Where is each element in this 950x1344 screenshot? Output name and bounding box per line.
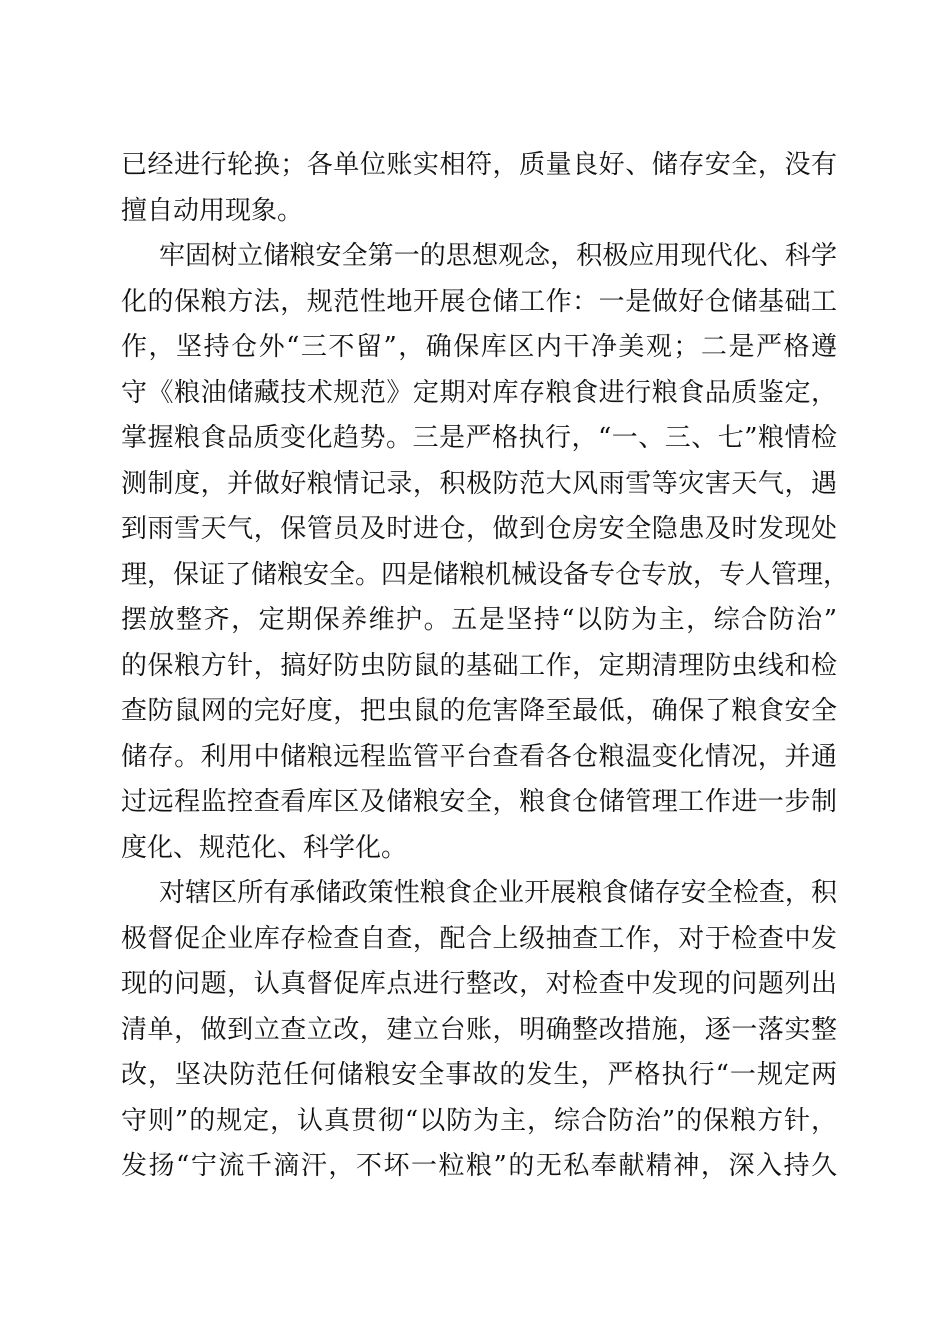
paragraph-2: [121, 234, 850, 871]
text-line: 度化、规范化、科学化。: [121, 832, 408, 863]
text-line: 极督促企业库存检查自查，配合上级抽查工作，对于检查中发: [121, 923, 837, 954]
text-line: 作，坚持仓外“三不留”，确保库区内干净美观；二是严格遵: [121, 332, 837, 362]
text-line: 到雨雪天气，保管员及时进仓，做到仓房安全隐患及时发现处: [121, 514, 837, 544]
text-line: 理，保证了储粮安全。四是储粮机械设备专仓专放，专人管理，: [121, 559, 850, 590]
text-line: 已经进行轮换；各单位账实相符，质量良好、储存安全，没有: [121, 150, 837, 180]
text-line: 过远程监控查看库区及储粮安全，粮食仓储管理工作进一步制: [121, 787, 837, 817]
paragraph-3: [121, 871, 837, 1190]
text-line: 现的问题，认真督促库点进行整改，对检查中发现的问题列出: [121, 969, 837, 999]
text-line: 掌握粮食品质变化趋势。三是严格执行，“一、三、七”粮情检: [121, 423, 837, 453]
text-line: 测制度，并做好粮情记录，积极防范大风雨雪等灾害天气，遇: [121, 468, 837, 499]
text-line: 改，坚决防范任何储粮安全事故的发生，严格执行“一规定两: [121, 1060, 837, 1090]
text-line: 储存。利用中储粮远程监管平台查看各仓粮温变化情况，并通: [121, 741, 837, 772]
text-line: 化的保粮方法，规范性地开展仓储工作：一是做好仓储基础工: [121, 286, 837, 317]
text-line: 擅自动用现象。: [121, 195, 304, 226]
text-line: 发扬“宁流千滴汗，不坏一粒粮”的无私奉献精神，深入持久: [121, 1151, 837, 1181]
text-line: 摆放整齐，定期保养维护。五是坚持“以防为主，综合防治”: [121, 605, 837, 635]
body-text: [121, 143, 850, 1190]
text-line: 的保粮方针，搞好防虫防鼠的基础工作，定期清理防虫线和检: [121, 650, 837, 681]
text-line: 守《粮油储藏技术规范》定期对库存粮食进行粮食品质鉴定，: [121, 377, 837, 408]
text-line: 对辖区所有承储政策性粮食企业开展粮食储存安全检查，积: [159, 878, 837, 908]
paragraph-1: [121, 143, 837, 234]
text-line: 清单，做到立查立改，建立台账，明确整改措施，逐一落实整: [121, 1014, 837, 1045]
text-line: 守则”的规定，认真贯彻“以防为主，综合防治”的保粮方针，: [121, 1105, 837, 1136]
text-line: 牢固树立储粮安全第一的思想观念，积极应用现代化、科学: [159, 241, 837, 271]
text-line: 查防鼠网的完好度，把虫鼠的危害降至最低，确保了粮食安全: [121, 696, 837, 726]
